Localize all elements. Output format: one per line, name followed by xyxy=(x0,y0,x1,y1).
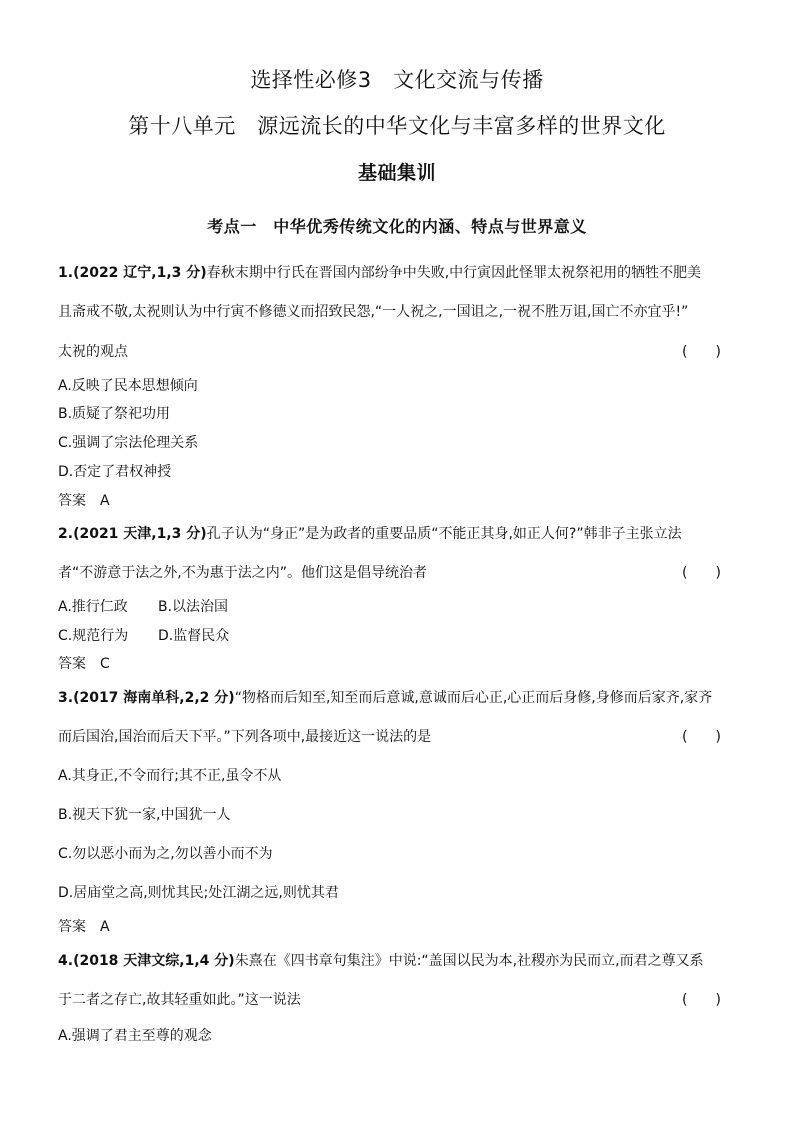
book-title: 选择性必修3 文化交流与传播 xyxy=(250,68,544,92)
question-3-number: 3. xyxy=(58,690,74,706)
question-3-option-b: B.视天下犹一家,中国犹一人 xyxy=(58,807,231,823)
question-3-source: (2017 海南单科,2,2 分) xyxy=(73,690,235,706)
question-1-number: 1. xyxy=(58,265,74,281)
question-1-option-c: C.强调了宗法伦理关系 xyxy=(58,435,199,451)
question-4-stem-1: 朱熹在《四书章句集注》中说:“盖国以民为本,社稷亦为民而立,而君之尊又系 xyxy=(234,953,704,969)
question-4-stem-2: 于二者之存亡,故其轻重如此。”这一说法 xyxy=(58,992,301,1008)
question-2-number: 2. xyxy=(58,526,74,542)
question-1-answer: 答案 A xyxy=(58,493,110,509)
question-1-line-1 xyxy=(58,264,701,282)
question-3-option-c: C.勿以恶小而为之,勿以善小而不为 xyxy=(58,846,273,862)
question-3-option-d: D.居庙堂之高,则忧其民;处江湖之远,则忧其君 xyxy=(58,885,339,901)
question-3-answer: 答案 A xyxy=(58,919,110,935)
question-3-option-a: A.其身正,不令而行;其不正,虽令不从 xyxy=(58,768,282,784)
question-1-stem-1: 春秋末期中行氏在晋国内部纷争中失败,中行寅因此怪罪太祝祭祀用的牺牲不肥美 xyxy=(206,265,702,281)
question-3-answer-paren: ( ) xyxy=(682,729,721,745)
question-2-line-1 xyxy=(58,525,682,543)
question-3-stem-2: 而后国治,国治而后天下平。”下列各项中,最接近这一说法的是 xyxy=(58,729,432,745)
question-2-option-d: D.监督民众 xyxy=(158,628,230,644)
question-2-stem-1: 孔子认为“身正”是为政者的重要品质“不能正其身,如正人何?”韩非子主张立法 xyxy=(206,526,682,542)
question-3-stem-1: “物格而后知至,知至而后意诚,意诚而后心正,心正而后身修,身修而后家齐,家齐 xyxy=(234,690,713,706)
question-2-option-c: C.规范行为 xyxy=(58,628,129,644)
question-4-option-a: A.强调了君主至尊的观念 xyxy=(58,1028,212,1044)
unit-title: 第十八单元 源远流长的中华文化与丰富多样的世界文化 xyxy=(128,114,666,138)
question-4-answer-paren: ( ) xyxy=(682,992,721,1008)
question-2-answer: 答案 C xyxy=(58,656,110,672)
topic-title: 考点一 中华优秀传统文化的内涵、特点与世界意义 xyxy=(207,217,587,236)
question-1-stem-3: 太祝的观点 xyxy=(58,344,128,360)
question-1-source: (2022 辽宁,1,3 分) xyxy=(73,265,207,281)
question-4-line-1 xyxy=(58,952,704,970)
question-1-stem-2: 且斋戒不敬,太祝则认为中行寅不修德义而招致民怨,“一人祝之,一国诅之,一祝不胜万诅,国亡不亦宜乎!” xyxy=(58,304,689,320)
question-2-stem-2: 者“不游意于法之外,不为惠于法之内”。他们这是倡导统治者 xyxy=(58,565,427,581)
section-title: 基础集训 xyxy=(357,162,436,184)
question-1-option-b: B.质疑了祭祀功用 xyxy=(58,406,171,422)
question-2-option-b: B.以法治国 xyxy=(158,599,229,615)
question-4-number: 4. xyxy=(58,953,74,969)
question-3-line-1 xyxy=(58,689,712,707)
question-1-option-a: A.反映了民本思想倾向 xyxy=(58,378,198,394)
question-1-answer-paren: ( ) xyxy=(682,344,721,360)
question-4-source: (2018 天津文综,1,4 分) xyxy=(73,953,235,969)
question-2-option-a: A.推行仁政 xyxy=(58,599,128,615)
question-2-source: (2021 天津,1,3 分) xyxy=(73,526,207,542)
question-2-answer-paren: ( ) xyxy=(682,565,721,581)
question-1-option-d: D.否定了君权神授 xyxy=(58,464,172,480)
